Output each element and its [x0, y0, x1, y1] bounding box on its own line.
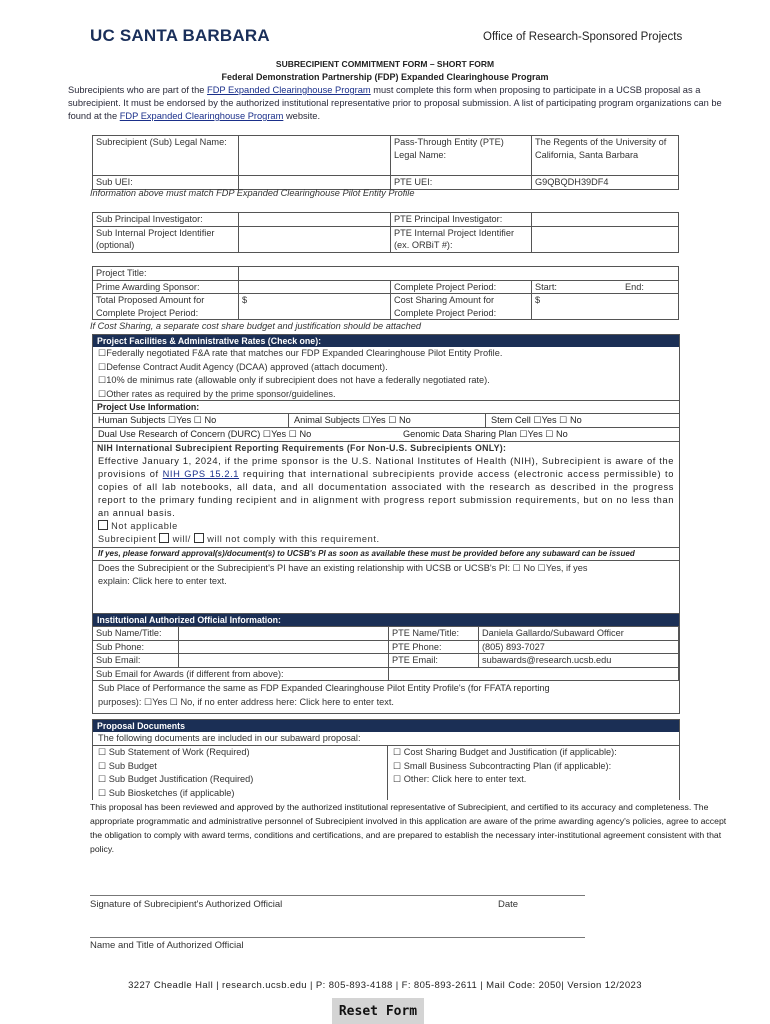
- doc-biosketches[interactable]: ☐ Sub Biosketches (if applicable): [98, 787, 235, 798]
- project-use-row-2: [93, 428, 679, 442]
- documents-left-column: [93, 746, 388, 800]
- sub-project-id-field[interactable]: [239, 226, 391, 252]
- pte-project-id-label: PTE Internal Project Identifier (ex. ORBiT #):: [391, 226, 532, 252]
- not-applicable-row: [93, 520, 679, 534]
- pte-phone-label: PTE Phone:: [389, 640, 479, 654]
- pte-pi-field[interactable]: [532, 213, 679, 227]
- doc-cost-sharing[interactable]: ☐ Cost Sharing Budget and Justification (if applicable):: [393, 747, 617, 757]
- documents-right-column: [388, 746, 679, 800]
- rate-option-dcaa[interactable]: ☐Defense Contract Audit Agency (DCAA) approved (attach document).: [98, 361, 388, 372]
- form-subtitle: Federal Demonstration Partnership (FDP) Expanded Clearinghouse Program: [221, 72, 549, 82]
- end-label: End:: [624, 281, 644, 292]
- relationship-explain[interactable]: explain: Click here to enter text.: [98, 576, 227, 586]
- sub-email-label: Sub Email:: [93, 654, 179, 668]
- official-section: [92, 613, 680, 714]
- nih-gps-link[interactable]: NIH GPS 15.2.1: [162, 468, 240, 479]
- pte-email-value: subawards@research.ucsb.edu: [479, 654, 679, 668]
- awards-email-field[interactable]: [389, 667, 679, 681]
- rate-option-de-minimus[interactable]: ☐10% de minimus rate (allowable only if subrecipient does not have a federally negotiated rate).: [98, 375, 490, 385]
- name-title-line[interactable]: [90, 937, 585, 938]
- doc-small-business[interactable]: ☐ Small Business Subcontracting Plan (if applicable):: [393, 760, 612, 771]
- pte-name-title-value: Daniela Gallardo/Subaward Officer: [479, 627, 679, 641]
- pte-pi-label: PTE Principal Investigator:: [391, 213, 532, 227]
- genomic-data-option[interactable]: Genomic Data Sharing Plan ☐Yes ☐ No: [403, 428, 568, 439]
- signature-label: Signature of Subrecipient's Authorized Official: [90, 899, 283, 910]
- certification-statement: This proposal has been reviewed and approved by the authorized institutional representative of Subrecipient, and certified to its accuracy and completeness. The appropriate programmatic and administrative personnel of Subrecipient involved in this application are aware of the prime awarding agency's policies, agree to accept the obligation to comply with award terms, conditions and certifications, and are prepared to establish the necessary inter-institutional agreement consistent with that policy.: [90, 802, 727, 854]
- pte-name-title-label: PTE Name/Title:: [389, 627, 479, 641]
- nih-text: requiring that international subrecipients provide access (electronic access permissible) to copies of all lab notebooks, all data, and all documentation associated with the research as described in the progress report to the primary funding recipient and in alignment with progress report submission requirements, but on no less than an annual basis.: [98, 468, 674, 518]
- cost-share-note: If Cost Sharing, a separate cost share budget and justification should be attached: [90, 321, 421, 331]
- cost-sharing-label: Cost Sharing Amount for Complete Project Period:: [391, 294, 532, 320]
- rate-option-negotiated[interactable]: ☐Federally negotiated F&A rate that matches our FDP Expanded Clearinghouse Pilot Entity Profile.: [98, 348, 503, 358]
- sub-phone-field[interactable]: [179, 640, 389, 654]
- footer-contact: 3227 Cheadle Hall | research.ucsb.edu | P: 805-893-4188 | F: 805-893-2611 | Mail Code: 2050| Version 12/2023: [128, 980, 642, 991]
- doc-other[interactable]: ☐ Other: Click here to enter text.: [393, 774, 527, 784]
- comply-row: [93, 533, 679, 547]
- entity-note: Information above must match FDP Expanded Clearinghouse Pilot Entity Profile: [90, 188, 415, 198]
- pte-email-label: PTE Email:: [389, 654, 479, 668]
- will-not-label: will not comply with this requirement.: [207, 534, 380, 544]
- doc-statement-of-work[interactable]: ☐ Sub Statement of Work (Required): [98, 747, 250, 757]
- form-title: SUBRECIPIENT COMMITMENT FORM – SHORT FORM: [275, 59, 495, 69]
- sub-phone-label: Sub Phone:: [93, 640, 179, 654]
- date-label: Date: [498, 899, 519, 910]
- pi-table: [92, 212, 679, 253]
- place-of-performance-line1: Sub Place of Performance the same as FDP Expanded Clearinghouse Pilot Entity Profile's (for FFATA reporting: [98, 683, 550, 693]
- signature-line[interactable]: [90, 895, 585, 896]
- nih-text: Effective January 1, 2024, if the prime sponsor is the U.S. National Institutes of Health (NIH), Subrecipient is aware of the provisions of: [98, 455, 674, 479]
- official-header: Institutional Authorized Official Information:: [93, 614, 679, 626]
- sub-uei-field[interactable]: [239, 176, 391, 190]
- prime-sponsor-label: Prime Awarding Sponsor:: [93, 280, 239, 294]
- intro-text: website.: [283, 111, 321, 121]
- awards-email-label: Sub Email for Awards (if different from above):: [93, 667, 389, 681]
- project-details-section: [92, 334, 680, 620]
- nih-paragraph: [93, 455, 679, 520]
- cost-sharing-field[interactable]: $: [532, 294, 679, 320]
- not-applicable-label: Not applicable: [111, 520, 178, 531]
- project-period-field[interactable]: [532, 280, 679, 294]
- sub-project-id-label: Sub Internal Project Identifier (optional): [93, 226, 239, 252]
- place-of-performance-line2[interactable]: purposes): ☐Yes ☐ No, if no enter address here: Click here to enter text.: [98, 696, 394, 707]
- sub-uei-label: Sub UEI:: [93, 176, 239, 190]
- prime-sponsor-field[interactable]: [239, 280, 391, 294]
- will-label: will/: [172, 534, 191, 544]
- nih-header: NIH International Subrecipient Reporting Requirements (For Non-U.S. Subrecipients ONLY):: [97, 442, 507, 453]
- clearinghouse-link[interactable]: FDP Expanded Clearinghouse Program: [207, 85, 371, 95]
- project-table: [92, 266, 679, 320]
- doc-budget-justification[interactable]: ☐ Sub Budget Justification (Required): [98, 774, 254, 784]
- entity-table: [92, 135, 679, 190]
- human-subjects-option[interactable]: Human Subjects ☐Yes ☐ No: [93, 414, 289, 427]
- will-comply-checkbox[interactable]: [159, 533, 169, 543]
- documents-intro: The following documents are included in our subaward proposal:: [93, 732, 679, 746]
- pte-uei-value: G9QBQDH39DF4: [532, 176, 679, 190]
- proposal-documents-section: [92, 719, 680, 800]
- project-use-row: [93, 414, 679, 428]
- sub-legal-name-field[interactable]: [239, 136, 391, 176]
- start-label: Start:: [535, 281, 557, 292]
- intro-paragraph: [68, 84, 728, 123]
- relationship-question[interactable]: Does the Subrecipient or the Subrecipient's PI have an existing relationship with UCSB or UCSB's PI: ☐ No ☐Yes, if yes: [98, 562, 588, 573]
- office-name: Office of Research-Sponsored Projects: [483, 31, 683, 43]
- pte-project-id-field[interactable]: [532, 226, 679, 252]
- not-applicable-checkbox[interactable]: [98, 520, 108, 530]
- animal-subjects-option[interactable]: Animal Subjects ☐Yes ☐ No: [289, 414, 486, 427]
- clearinghouse-website-link[interactable]: FDP Expanded Clearinghouse Program: [119, 111, 284, 121]
- intro-text: Subrecipients who are part of the: [68, 85, 208, 95]
- sub-name-title-field[interactable]: [179, 627, 389, 641]
- sub-legal-name-label: Subrecipient (Sub) Legal Name:: [93, 136, 239, 176]
- sub-pi-field[interactable]: [239, 213, 391, 227]
- project-period-label: Complete Project Period:: [391, 280, 532, 294]
- sub-pi-label: Sub Principal Investigator:: [93, 213, 239, 227]
- subrecipient-label: Subrecipient: [98, 534, 157, 544]
- ucsb-logo: UC SANTA BARBARA: [90, 26, 270, 45]
- official-table: [92, 626, 679, 681]
- pte-uei-label: PTE UEI:: [391, 176, 532, 190]
- project-title-label: Project Title:: [93, 267, 239, 281]
- documents-columns: [93, 746, 679, 800]
- reset-form-button[interactable]: Reset Form: [332, 998, 424, 1024]
- total-amount-label: Total Proposed Amount for Complete Project Period:: [93, 294, 239, 320]
- intro-text: must complete this form when proposing to participate in a UCSB proposal as a subrecipient. It must be endorsed by the authorized institutional representative prior to proposal submission. A list of participating program organizations can be found at the: [68, 85, 722, 121]
- doc-sub-budget[interactable]: ☐ Sub Budget: [98, 760, 157, 771]
- forward-note: If yes, please forward approval(s)/document(s) to UCSB's PI as soon as available these must be provided before any subaward can be issued: [93, 547, 679, 561]
- durc-option[interactable]: Dual Use Research of Concern (DURC) ☐Yes ☐ No: [98, 428, 312, 439]
- pte-legal-name-value: The Regents of the University of California, Santa Barbara: [532, 136, 679, 176]
- total-amount-field[interactable]: $: [239, 294, 391, 320]
- project-use-header: Project Use Information:: [93, 400, 679, 414]
- name-title-label: Name and Title of Authorized Official: [90, 940, 244, 951]
- rates-header: Project Facilities & Administrative Rates (Check one):: [93, 335, 679, 347]
- pte-phone-value: (805) 893-7027: [479, 640, 679, 654]
- sub-email-field[interactable]: [179, 654, 389, 668]
- pte-legal-name-label: Pass-Through Entity (PTE) Legal Name:: [391, 136, 532, 176]
- stem-cell-option[interactable]: Stem Cell ☐Yes ☐ No: [491, 414, 582, 425]
- will-not-comply-checkbox[interactable]: [194, 533, 204, 543]
- project-title-field[interactable]: [239, 267, 679, 281]
- proposal-documents-header: Proposal Documents: [93, 720, 679, 732]
- sub-name-title-label: Sub Name/Title:: [93, 627, 179, 641]
- rate-option-other[interactable]: ☐Other rates as required by the prime sponsor/guidelines.: [98, 388, 336, 399]
